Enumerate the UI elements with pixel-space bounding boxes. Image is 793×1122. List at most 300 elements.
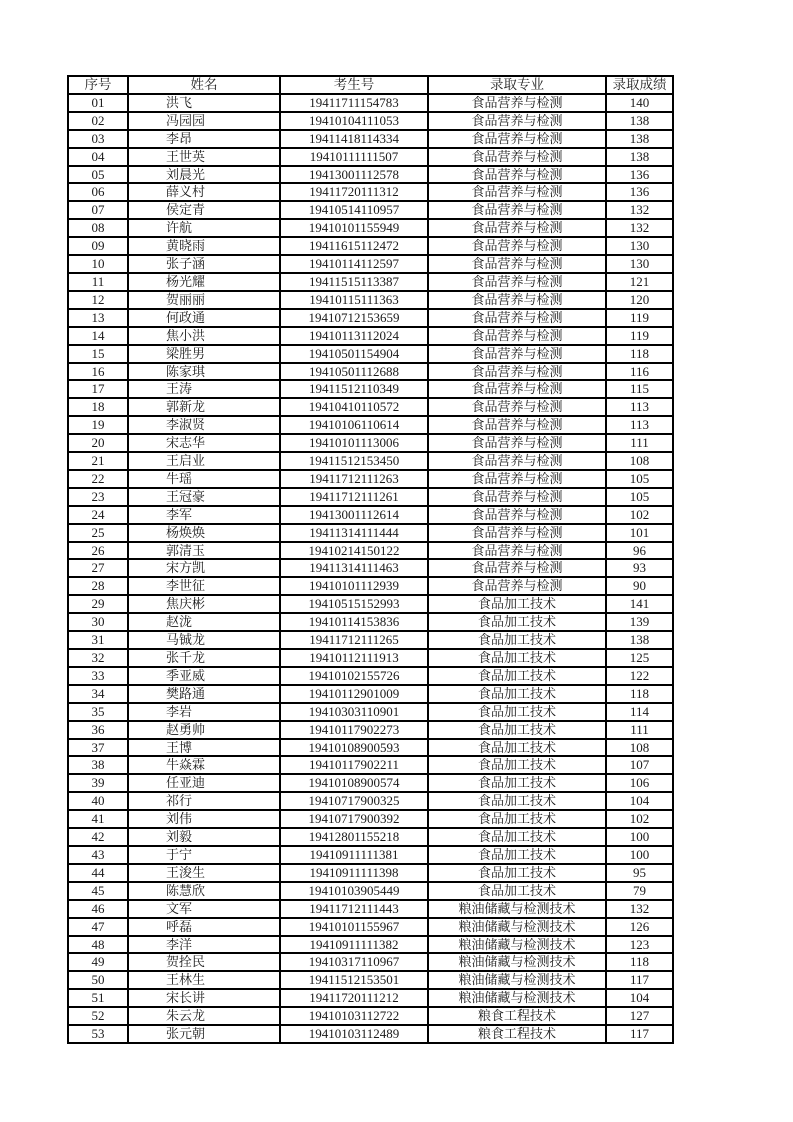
index-cell: 44 (68, 864, 128, 882)
table-row (68, 810, 673, 828)
candidate-no-cell: 19410911111382 (280, 936, 428, 954)
name-cell: 赵勇帅 (128, 721, 280, 739)
candidate-no-cell: 19410108900574 (280, 774, 428, 792)
index-cell: 42 (68, 828, 128, 846)
major-cell: 食品加工技术 (428, 810, 606, 828)
candidate-no-cell: 19410112901009 (280, 685, 428, 703)
major-cell: 食品加工技术 (428, 756, 606, 774)
major-cell: 食品加工技术 (428, 595, 606, 613)
major-cell: 粮油储藏与检测技术 (428, 989, 606, 1007)
header-candidate-no: 考生号 (280, 76, 428, 94)
major-cell: 食品营养与检测 (428, 112, 606, 130)
name-cell: 焦庆彬 (128, 595, 280, 613)
name-cell: 赵泷 (128, 613, 280, 631)
table-row (68, 721, 673, 739)
table-row (68, 649, 673, 667)
major-cell: 食品营养与检测 (428, 524, 606, 542)
index-cell: 46 (68, 900, 128, 918)
name-cell: 刘伟 (128, 810, 280, 828)
table-row (68, 667, 673, 685)
table-row (68, 739, 673, 757)
major-cell: 食品加工技术 (428, 685, 606, 703)
score-cell: 107 (606, 756, 673, 774)
name-cell: 刘毅 (128, 828, 280, 846)
name-cell: 许航 (128, 219, 280, 237)
candidate-no-cell: 19410103905449 (280, 882, 428, 900)
score-cell: 104 (606, 989, 673, 1007)
major-cell: 食品营养与检测 (428, 291, 606, 309)
index-cell: 04 (68, 148, 128, 166)
name-cell: 朱云龙 (128, 1007, 280, 1025)
name-cell: 呼磊 (128, 918, 280, 936)
table-row (68, 882, 673, 900)
index-cell: 13 (68, 309, 128, 327)
candidate-no-cell: 19410717900392 (280, 810, 428, 828)
candidate-no-cell: 19410114153836 (280, 613, 428, 631)
major-cell: 粮食工程技术 (428, 1007, 606, 1025)
major-cell: 食品营养与检测 (428, 470, 606, 488)
candidate-no-cell: 19410501154904 (280, 345, 428, 363)
table-row (68, 112, 673, 130)
candidate-no-cell: 19410214150122 (280, 542, 428, 560)
candidate-no-cell: 19411512153450 (280, 452, 428, 470)
name-cell: 冯园园 (128, 112, 280, 130)
table-row (68, 918, 673, 936)
score-cell: 122 (606, 667, 673, 685)
table-body (68, 94, 673, 1043)
score-cell: 116 (606, 363, 673, 381)
major-cell: 食品加工技术 (428, 864, 606, 882)
index-cell: 20 (68, 434, 128, 452)
major-cell: 粮油储藏与检测技术 (428, 971, 606, 989)
score-cell: 114 (606, 703, 673, 721)
name-cell: 贺丽丽 (128, 291, 280, 309)
candidate-no-cell: 19410101155949 (280, 219, 428, 237)
candidate-no-cell: 19410106110614 (280, 416, 428, 434)
header-name: 姓名 (128, 76, 280, 94)
name-cell: 任亚迪 (128, 774, 280, 792)
candidate-no-cell: 19410112111913 (280, 649, 428, 667)
index-cell: 27 (68, 559, 128, 577)
name-cell: 宋长讲 (128, 989, 280, 1007)
score-cell: 125 (606, 649, 673, 667)
name-cell: 张子涵 (128, 255, 280, 273)
score-cell: 95 (606, 864, 673, 882)
table-row (68, 953, 673, 971)
score-cell: 119 (606, 309, 673, 327)
score-cell: 100 (606, 828, 673, 846)
table-row (68, 577, 673, 595)
table-row (68, 488, 673, 506)
index-cell: 14 (68, 327, 128, 345)
table-row (68, 685, 673, 703)
name-cell: 王启业 (128, 452, 280, 470)
name-cell: 于宁 (128, 846, 280, 864)
name-cell: 李洋 (128, 936, 280, 954)
name-cell: 焦小洪 (128, 327, 280, 345)
table-row (68, 363, 673, 381)
candidate-no-cell: 19411512153501 (280, 971, 428, 989)
index-cell: 01 (68, 94, 128, 112)
candidate-no-cell: 19410108900593 (280, 739, 428, 757)
index-cell: 15 (68, 345, 128, 363)
name-cell: 刘晨光 (128, 166, 280, 184)
candidate-no-cell: 19410114112597 (280, 255, 428, 273)
major-cell: 食品营养与检测 (428, 577, 606, 595)
score-cell: 140 (606, 94, 673, 112)
major-cell: 食品营养与检测 (428, 452, 606, 470)
index-cell: 07 (68, 201, 128, 219)
score-cell: 108 (606, 452, 673, 470)
index-cell: 23 (68, 488, 128, 506)
major-cell: 食品营养与检测 (428, 219, 606, 237)
candidate-no-cell: 19411720111212 (280, 989, 428, 1007)
score-cell: 118 (606, 345, 673, 363)
major-cell: 食品营养与检测 (428, 130, 606, 148)
index-cell: 49 (68, 953, 128, 971)
score-cell: 79 (606, 882, 673, 900)
score-cell: 118 (606, 685, 673, 703)
table-row (68, 380, 673, 398)
index-cell: 10 (68, 255, 128, 273)
major-cell: 食品营养与检测 (428, 559, 606, 577)
score-cell: 136 (606, 183, 673, 201)
candidate-no-cell: 19410717900325 (280, 792, 428, 810)
index-cell: 52 (68, 1007, 128, 1025)
score-cell: 117 (606, 1025, 673, 1043)
score-cell: 93 (606, 559, 673, 577)
candidate-no-cell: 19413001112614 (280, 506, 428, 524)
index-cell: 24 (68, 506, 128, 524)
header-row (68, 76, 673, 94)
candidate-no-cell: 19410103112722 (280, 1007, 428, 1025)
name-cell: 李世征 (128, 577, 280, 595)
score-cell: 113 (606, 416, 673, 434)
index-cell: 48 (68, 936, 128, 954)
index-cell: 09 (68, 237, 128, 255)
major-cell: 粮油储藏与检测技术 (428, 900, 606, 918)
index-cell: 26 (68, 542, 128, 560)
index-cell: 33 (68, 667, 128, 685)
name-cell: 牛焱霖 (128, 756, 280, 774)
score-cell: 138 (606, 631, 673, 649)
score-cell: 136 (606, 166, 673, 184)
candidate-no-cell: 19410101112939 (280, 577, 428, 595)
index-cell: 40 (68, 792, 128, 810)
table-row (68, 900, 673, 918)
table-row (68, 756, 673, 774)
candidate-no-cell: 19412801155218 (280, 828, 428, 846)
name-cell: 王世英 (128, 148, 280, 166)
major-cell: 食品营养与检测 (428, 488, 606, 506)
name-cell: 李淑贤 (128, 416, 280, 434)
score-cell: 113 (606, 398, 673, 416)
name-cell: 侯定青 (128, 201, 280, 219)
index-cell: 37 (68, 739, 128, 757)
table-row (68, 148, 673, 166)
major-cell: 食品营养与检测 (428, 327, 606, 345)
index-cell: 22 (68, 470, 128, 488)
major-cell: 食品加工技术 (428, 613, 606, 631)
candidate-no-cell: 19411515113387 (280, 273, 428, 291)
table-row (68, 166, 673, 184)
score-cell: 118 (606, 953, 673, 971)
index-cell: 38 (68, 756, 128, 774)
candidate-no-cell: 19410101113006 (280, 434, 428, 452)
name-cell: 张千龙 (128, 649, 280, 667)
candidate-no-cell: 19410117902273 (280, 721, 428, 739)
score-cell: 138 (606, 112, 673, 130)
name-cell: 李军 (128, 506, 280, 524)
table-row (68, 774, 673, 792)
index-cell: 03 (68, 130, 128, 148)
header-index: 序号 (68, 76, 128, 94)
name-cell: 王浚生 (128, 864, 280, 882)
table-row (68, 183, 673, 201)
candidate-no-cell: 19411712111265 (280, 631, 428, 649)
name-cell: 薛义村 (128, 183, 280, 201)
candidate-no-cell: 19411712111443 (280, 900, 428, 918)
candidate-no-cell: 19411615112472 (280, 237, 428, 255)
score-cell: 139 (606, 613, 673, 631)
table-row (68, 130, 673, 148)
table-row (68, 613, 673, 631)
major-cell: 食品加工技术 (428, 721, 606, 739)
index-cell: 41 (68, 810, 128, 828)
table-header (68, 76, 673, 94)
table-row (68, 703, 673, 721)
table-row (68, 273, 673, 291)
score-cell: 123 (606, 936, 673, 954)
name-cell: 季亚威 (128, 667, 280, 685)
index-cell: 25 (68, 524, 128, 542)
candidate-no-cell: 19410317110967 (280, 953, 428, 971)
table-row (68, 792, 673, 810)
candidate-no-cell: 19411314111444 (280, 524, 428, 542)
major-cell: 食品加工技术 (428, 792, 606, 810)
table-row (68, 201, 673, 219)
table-row (68, 345, 673, 363)
name-cell: 洪飞 (128, 94, 280, 112)
candidate-no-cell: 19411712111263 (280, 470, 428, 488)
major-cell: 食品营养与检测 (428, 183, 606, 201)
name-cell: 梁胜男 (128, 345, 280, 363)
score-cell: 138 (606, 148, 673, 166)
major-cell: 食品加工技术 (428, 649, 606, 667)
score-cell: 119 (606, 327, 673, 345)
name-cell: 牛瑶 (128, 470, 280, 488)
index-cell: 02 (68, 112, 128, 130)
score-cell: 102 (606, 506, 673, 524)
major-cell: 食品加工技术 (428, 846, 606, 864)
index-cell: 18 (68, 398, 128, 416)
index-cell: 12 (68, 291, 128, 309)
table-row (68, 524, 673, 542)
major-cell: 食品加工技术 (428, 739, 606, 757)
name-cell: 王涛 (128, 380, 280, 398)
candidate-no-cell: 19410104111053 (280, 112, 428, 130)
candidate-no-cell: 19410911111398 (280, 864, 428, 882)
name-cell: 祁行 (128, 792, 280, 810)
candidate-no-cell: 19411712111261 (280, 488, 428, 506)
score-cell: 126 (606, 918, 673, 936)
name-cell: 陈家琪 (128, 363, 280, 381)
table-row (68, 631, 673, 649)
score-cell: 120 (606, 291, 673, 309)
table-row (68, 936, 673, 954)
score-cell: 117 (606, 971, 673, 989)
candidate-no-cell: 19410712153659 (280, 309, 428, 327)
name-cell: 黄晓雨 (128, 237, 280, 255)
table-row (68, 828, 673, 846)
score-cell: 130 (606, 237, 673, 255)
index-cell: 35 (68, 703, 128, 721)
name-cell: 何政通 (128, 309, 280, 327)
major-cell: 食品加工技术 (428, 631, 606, 649)
major-cell: 食品营养与检测 (428, 94, 606, 112)
major-cell: 食品营养与检测 (428, 273, 606, 291)
candidate-no-cell: 19411418114334 (280, 130, 428, 148)
score-cell: 132 (606, 900, 673, 918)
index-cell: 30 (68, 613, 128, 631)
table-row (68, 255, 673, 273)
name-cell: 郭清玉 (128, 542, 280, 560)
candidate-no-cell: 19410102155726 (280, 667, 428, 685)
table-row (68, 864, 673, 882)
candidate-no-cell: 19410113112024 (280, 327, 428, 345)
name-cell: 贺拴民 (128, 953, 280, 971)
major-cell: 食品加工技术 (428, 828, 606, 846)
name-cell: 王博 (128, 739, 280, 757)
major-cell: 粮食工程技术 (428, 1025, 606, 1043)
score-cell: 127 (606, 1007, 673, 1025)
major-cell: 食品营养与检测 (428, 345, 606, 363)
score-cell: 96 (606, 542, 673, 560)
index-cell: 29 (68, 595, 128, 613)
major-cell: 食品营养与检测 (428, 542, 606, 560)
score-cell: 101 (606, 524, 673, 542)
table-row (68, 94, 673, 112)
candidate-no-cell: 19410911111381 (280, 846, 428, 864)
name-cell: 杨焕焕 (128, 524, 280, 542)
major-cell: 食品营养与检测 (428, 166, 606, 184)
candidate-no-cell: 19410514110957 (280, 201, 428, 219)
table-row (68, 542, 673, 560)
index-cell: 39 (68, 774, 128, 792)
table-row (68, 452, 673, 470)
table-row (68, 989, 673, 1007)
score-cell: 132 (606, 201, 673, 219)
score-cell: 111 (606, 721, 673, 739)
major-cell: 食品营养与检测 (428, 148, 606, 166)
score-cell: 130 (606, 255, 673, 273)
candidate-no-cell: 19410103112489 (280, 1025, 428, 1043)
candidate-no-cell: 19410515152993 (280, 595, 428, 613)
index-cell: 34 (68, 685, 128, 703)
name-cell: 郭新龙 (128, 398, 280, 416)
candidate-no-cell: 19410410110572 (280, 398, 428, 416)
index-cell: 05 (68, 166, 128, 184)
table-row (68, 416, 673, 434)
candidate-no-cell: 19410501112688 (280, 363, 428, 381)
major-cell: 食品加工技术 (428, 882, 606, 900)
table-row (68, 309, 673, 327)
major-cell: 粮油储藏与检测技术 (428, 953, 606, 971)
index-cell: 31 (68, 631, 128, 649)
index-cell: 43 (68, 846, 128, 864)
major-cell: 粮油储藏与检测技术 (428, 918, 606, 936)
table-row (68, 327, 673, 345)
candidate-no-cell: 19410101155967 (280, 918, 428, 936)
name-cell: 樊路通 (128, 685, 280, 703)
table-row (68, 1007, 673, 1025)
header-major: 录取专业 (428, 76, 606, 94)
index-cell: 36 (68, 721, 128, 739)
header-score: 录取成绩 (606, 76, 673, 94)
major-cell: 食品营养与检测 (428, 237, 606, 255)
score-cell: 121 (606, 273, 673, 291)
name-cell: 王冠豪 (128, 488, 280, 506)
table-row (68, 434, 673, 452)
major-cell: 食品营养与检测 (428, 201, 606, 219)
score-cell: 138 (606, 130, 673, 148)
table-row (68, 470, 673, 488)
score-cell: 106 (606, 774, 673, 792)
index-cell: 51 (68, 989, 128, 1007)
table-row (68, 398, 673, 416)
index-cell: 21 (68, 452, 128, 470)
score-cell: 141 (606, 595, 673, 613)
major-cell: 食品加工技术 (428, 667, 606, 685)
name-cell: 杨光耀 (128, 273, 280, 291)
index-cell: 08 (68, 219, 128, 237)
name-cell: 张元朝 (128, 1025, 280, 1043)
score-cell: 111 (606, 434, 673, 452)
name-cell: 文军 (128, 900, 280, 918)
major-cell: 食品营养与检测 (428, 398, 606, 416)
major-cell: 食品营养与检测 (428, 506, 606, 524)
index-cell: 53 (68, 1025, 128, 1043)
score-cell: 104 (606, 792, 673, 810)
table-row (68, 291, 673, 309)
candidate-no-cell: 19411720111312 (280, 183, 428, 201)
major-cell: 食品加工技术 (428, 703, 606, 721)
admission-results-table (67, 75, 674, 1044)
table-row (68, 846, 673, 864)
major-cell: 食品营养与检测 (428, 380, 606, 398)
index-cell: 17 (68, 380, 128, 398)
score-cell: 108 (606, 739, 673, 757)
table-row (68, 971, 673, 989)
index-cell: 19 (68, 416, 128, 434)
table-row (68, 506, 673, 524)
major-cell: 食品营养与检测 (428, 363, 606, 381)
major-cell: 食品营养与检测 (428, 255, 606, 273)
candidate-no-cell: 19413001112578 (280, 166, 428, 184)
score-cell: 115 (606, 380, 673, 398)
candidate-no-cell: 19410111111507 (280, 148, 428, 166)
name-cell: 陈慧欣 (128, 882, 280, 900)
score-cell: 105 (606, 488, 673, 506)
index-cell: 11 (68, 273, 128, 291)
table-row (68, 559, 673, 577)
candidate-no-cell: 19410115111363 (280, 291, 428, 309)
name-cell: 马铖龙 (128, 631, 280, 649)
candidate-no-cell: 19411711154783 (280, 94, 428, 112)
index-cell: 45 (68, 882, 128, 900)
name-cell: 宋志华 (128, 434, 280, 452)
score-cell: 90 (606, 577, 673, 595)
